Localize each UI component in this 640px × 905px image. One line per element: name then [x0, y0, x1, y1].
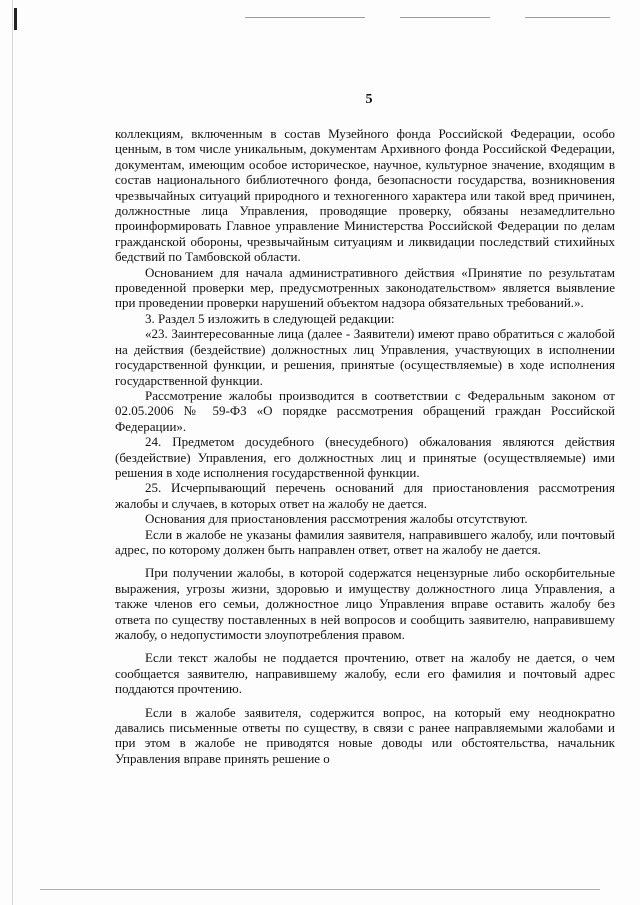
document-body: [115, 126, 615, 766]
paragraph: 25. Исчерпывающий перечень оснований для приостановления рассмотрения жалобы и случаев, в которых ответ на жалобу не дается.: [115, 480, 615, 511]
paragraph: Если текст жалобы не поддается прочтению, ответ на жалобу не дается, о чем сообщается заявителю, направившему жалобу, если его фамилия и почтовый адрес поддаются прочтению.: [115, 650, 615, 697]
scan-edge-line: [12, 0, 13, 905]
paragraph: При получении жалобы, в которой содержатся нецензурные либо оскорбительные выражения, угрозы жизни, здоровью и имуществу должностного лица Управления, а также членов его семьи, должностное лицо Управления вправе оставить жалобу без ответа по существу поставленных в ней вопросов и сообщить заявителю, направившему жалобу, о недопустимости злоупотребления правом.: [115, 565, 615, 642]
paragraph: Если в жалобе не указаны фамилия заявителя, направившего жалобу, или почтовый адрес, по которому должен быть направлен ответ, ответ на жалобу не дается.: [115, 526, 615, 557]
scan-top-rule: [245, 17, 365, 18]
page-number: 5: [365, 92, 373, 107]
scan-bottom-rule: [40, 889, 600, 890]
scan-top-rule: [400, 17, 490, 18]
paragraph: коллекциям, включенным в состав Музейного фонда Российской Федерации, особо ценным, в том числе уникальным, документам Архивного фонда Российской Федерации, документам, имеющим особое историческое, научное, культурное значение, входящим в состав национального библиотечного фонда, безопасности государства, возникновения чрезвычайных ситуаций природного и техногенного характера или такой вред причинен, должностные лица Управления, проводящие проверку, обязаны незамедлительно проинформировать Главное управление Министерства Российской Федерации по делам гражданской обороны, чрезвычайным ситуациям и ликвидации последствий стихийных бедствий по Тамбовской области.: [115, 126, 615, 265]
paragraph: Основанием для начала административного действия «Принятие по результатам проведенной проверки мер, предусмотренных законодательством» является выявление при проведении проверки нарушений объектом надзора обязательных требований.».: [115, 264, 615, 311]
paragraph: 3. Раздел 5 изложить в следующей редакции:: [145, 310, 395, 326]
paragraph: Основания для приостановления рассмотрения жалобы отсутствуют.: [145, 511, 528, 527]
paragraph: Если в жалобе заявителя, содержится вопрос, на который ему неоднократно давались письменные ответы по существу, в связи с ранее направляемыми жалобами и при этом в жалобе не приводятся новые доводы или обстоятельства, начальник Управления вправе принять решение о: [115, 704, 615, 766]
paragraph: «23. Заинтересованные лица (далее - Заявители) имеют право обратиться с жалобой на действия (бездействие) должностных лиц Управления, участвующих в исполнении государственной функции, и решения, принятые (осуществляемые) в ходе исполнения государственной функции.: [115, 326, 615, 388]
paragraph: Рассмотрение жалобы производится в соответствии с Федеральным законом от 02.05.2006 № 59-ФЗ «О порядке рассмотрения обращений граждан Российской Федерации».: [115, 387, 615, 434]
paragraph: 24. Предметом досудебного (внесудебного) обжалования являются действия (бездействие) Управления, его должностных лиц и принятые (осуществляемые) ими решения в ходе исполнения государственной функции.: [115, 434, 615, 480]
scan-top-mark: [14, 8, 17, 30]
scan-top-rule: [525, 17, 610, 18]
